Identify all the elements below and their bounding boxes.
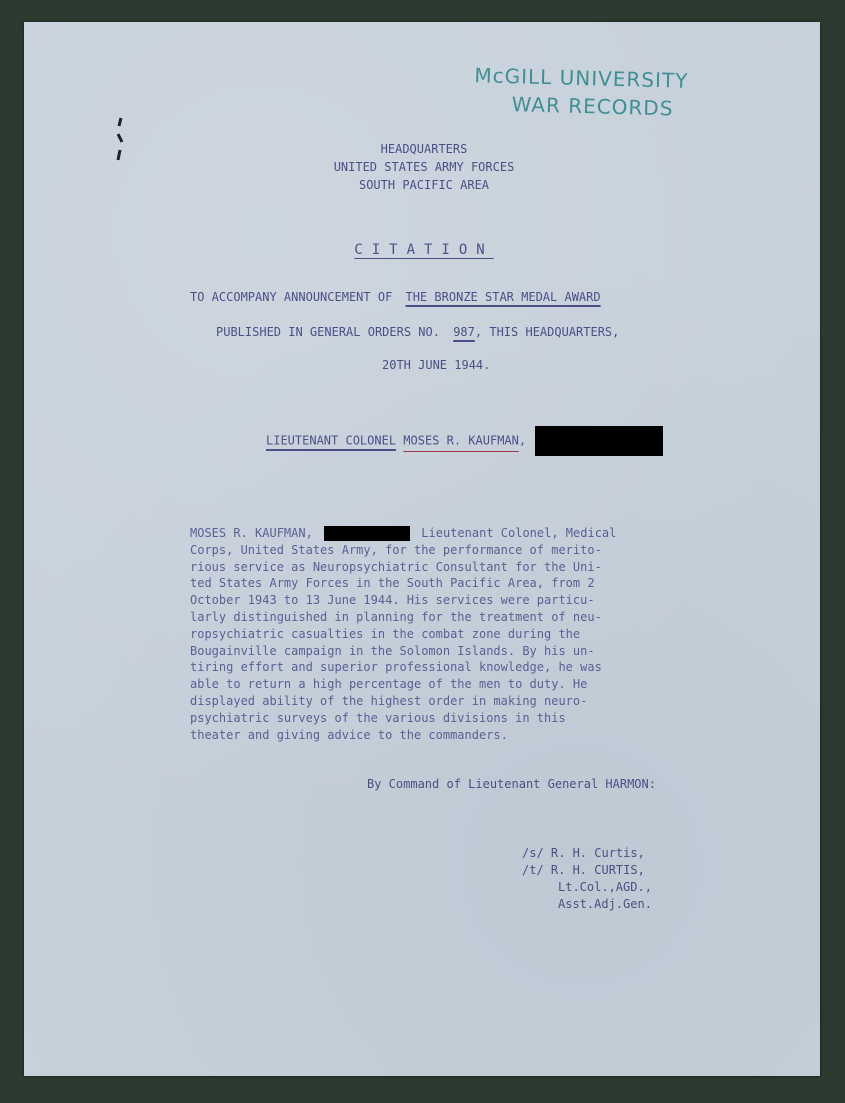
body-redaction-box (324, 526, 410, 541)
orders-prefix: PUBLISHED IN GENERAL ORDERS NO. (216, 325, 440, 339)
body-line: Corps, United States Army, for the performance of merito- (190, 542, 602, 557)
body-name: MOSES R. KAUFMAN, (190, 526, 313, 540)
body-line: displayed ability of the highest order in making neuro- (190, 693, 588, 708)
redaction-box (535, 426, 663, 456)
command-line: By Command of Lieutenant General HARMON: (367, 777, 656, 791)
citation-body (190, 525, 668, 743)
header-line-1: HEADQUARTERS (380, 142, 468, 156)
document-page (24, 22, 820, 1076)
body-line: psychiatric surveys of the various divisions in this (190, 710, 566, 725)
header-line-3: SOUTH PACIFIC AREA (358, 178, 490, 192)
body-line: able to return a high percentage of the men to duty. He (190, 677, 588, 692)
body-line: rious service as Neuropsychiatric Consultant for the Uni- (190, 559, 602, 574)
award-name: THE BRONZE STAR MEDAL AWARD (405, 290, 601, 304)
signature-line-4: Asst.Adj.Gen. (558, 897, 652, 911)
signature-line-3: Lt.Col.,AGD., (558, 880, 652, 894)
recipient-line (266, 426, 663, 456)
header-line-2: UNITED STATES ARMY FORCES (333, 160, 515, 174)
recipient-name: MOSES R. KAUFMAN (403, 433, 519, 448)
document-title: CITATION (354, 242, 494, 258)
orders-number: 987 (453, 325, 475, 339)
signature-line-1: /s/ R. H. Curtis, (522, 846, 645, 860)
body-first-line (190, 525, 668, 542)
recipient-separator: , (518, 433, 527, 448)
body-first-line-rest: Lieutenant Colonel, Medical (421, 526, 617, 540)
body-line: October 1943 to 13 June 1944. His services were particu- (190, 593, 595, 608)
signature-block (522, 845, 652, 913)
body-line: theater and giving advice to the commanders. (190, 727, 508, 742)
body-line: ropsychiatric casualties in the combat zone during the (190, 626, 581, 641)
body-line: Bougainville campaign in the Solomon Islands. By his un- (190, 643, 595, 658)
stamp-line-1: McGILL UNIVERSITY (474, 63, 689, 93)
body-line: tiring effort and superior professional knowledge, he was (190, 660, 602, 675)
headquarters-header (274, 140, 574, 194)
orders-line (216, 325, 619, 339)
orders-suffix: , THIS HEADQUARTERS, (474, 325, 620, 339)
signature-line-2: /t/ R. H. CURTIS, (522, 863, 645, 877)
body-line: ted States Army Forces in the South Pacific Area, from 2 (190, 576, 595, 591)
announcement-prefix: TO ACCOMPANY ANNOUNCEMENT OF (190, 290, 393, 304)
citation-date: 20TH JUNE 1944. (382, 358, 491, 372)
war-records-stamp (473, 61, 688, 123)
announcement-line (190, 290, 601, 304)
stamp-line-2: WAR RECORDS (511, 92, 674, 121)
body-line: larly distinguished in planning for the treatment of neu- (190, 609, 602, 624)
staple-marks-icon (115, 116, 125, 162)
recipient-rank: LIEUTENANT COLONEL (266, 433, 397, 448)
